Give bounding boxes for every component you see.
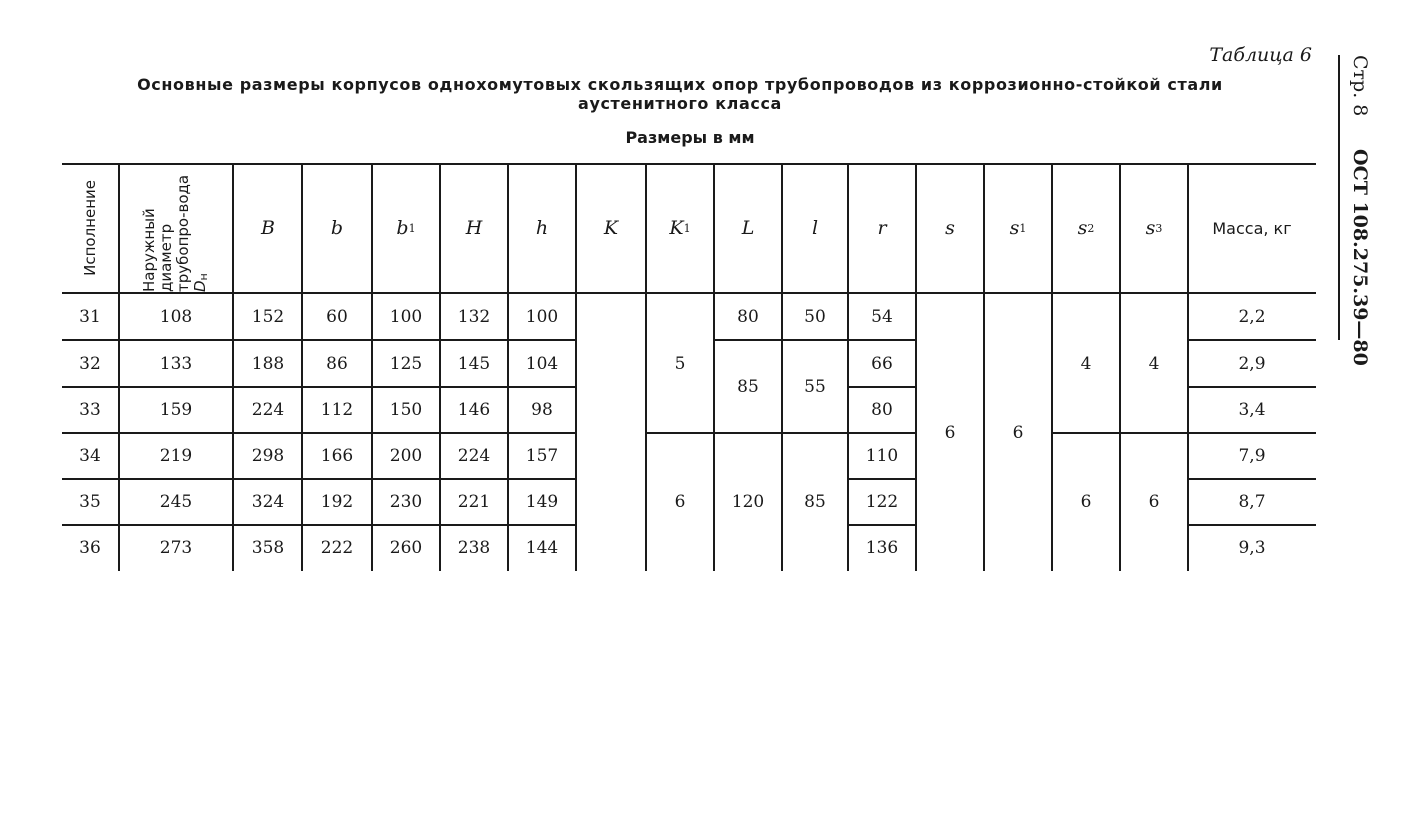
header-mass: Масса, кг xyxy=(1212,218,1292,238)
cell-variant: 34 xyxy=(79,446,101,466)
header-H: H xyxy=(465,217,483,239)
cell-L-merged-mid: 85 xyxy=(737,376,759,397)
cell-r: 110 xyxy=(865,446,899,466)
cell-H: 224 xyxy=(457,446,491,466)
header-s1 xyxy=(984,164,1052,292)
header-s1-sub: 1 xyxy=(1019,221,1027,235)
header-diameter-subscript: н xyxy=(196,273,210,281)
header-s3-sub: 3 xyxy=(1155,221,1163,235)
cell-mass: 2,2 xyxy=(1238,307,1266,327)
cell-H: 221 xyxy=(457,492,491,512)
standard-code: ОСТ 108.275.39—80 xyxy=(1349,149,1371,366)
table-title: Основные размеры корпусов однохомутовых скользящих опор трубопроводов из коррозионно-стойкой стали аустенитного класса xyxy=(137,75,1223,113)
cell-H: 238 xyxy=(457,538,491,558)
header-l: l xyxy=(811,217,819,239)
header-K: K xyxy=(603,217,619,239)
cell-H: 132 xyxy=(457,307,491,327)
header-s3 xyxy=(1120,164,1188,292)
cell-r: 54 xyxy=(871,307,893,327)
cell-diameter: 219 xyxy=(159,446,193,466)
header-b1-sub: 1 xyxy=(408,221,416,235)
header-diameter xyxy=(120,164,232,292)
cell-b1: 230 xyxy=(389,492,423,512)
cell-s3-merged-bottom: 6 xyxy=(1148,492,1160,512)
page-number: Стр. 8 xyxy=(1349,55,1371,117)
header-diameter-symbol: D xyxy=(190,280,209,292)
cell-mass: 3,4 xyxy=(1238,400,1266,420)
cell-B: 298 xyxy=(251,446,285,466)
cell-mass: 7,9 xyxy=(1238,446,1266,466)
cell-variant: 35 xyxy=(79,492,101,512)
header-s2-sub: 2 xyxy=(1087,221,1095,235)
cell-r: 80 xyxy=(871,400,893,420)
header-r: r xyxy=(877,217,887,239)
header-b: b xyxy=(330,217,344,239)
header-b1 xyxy=(372,164,440,292)
cell-K1-merged-bottom: 6 xyxy=(674,492,686,512)
cell-B: 188 xyxy=(251,353,285,374)
cell-l-merged-mid: 55 xyxy=(804,376,826,397)
cell-variant: 32 xyxy=(79,353,101,374)
cell-b: 192 xyxy=(320,492,354,512)
cell-b1: 200 xyxy=(389,446,423,466)
header-B: B xyxy=(261,217,275,239)
cell-b1: 150 xyxy=(389,400,423,420)
cell-r: 136 xyxy=(865,538,899,558)
cell-mass: 8,7 xyxy=(1238,492,1266,512)
cell-variant: 36 xyxy=(79,538,101,558)
cell-K1-merged-top: 5 xyxy=(674,353,686,374)
cell-h: 157 xyxy=(525,446,559,466)
header-K1-sub: 1 xyxy=(683,221,691,235)
cell-diameter: 159 xyxy=(159,400,193,420)
cell-b: 112 xyxy=(320,400,354,420)
cell-B: 358 xyxy=(251,538,285,558)
cell-l-merged-bottom: 85 xyxy=(804,492,826,512)
cell-h: 149 xyxy=(525,492,559,512)
cell-h: 144 xyxy=(525,538,559,558)
cell-variant: 33 xyxy=(79,400,101,420)
cell-s2-merged-top: 4 xyxy=(1080,353,1092,374)
cell-B: 324 xyxy=(251,492,285,512)
table-number: Таблица 6 xyxy=(1209,44,1312,66)
cell-s2-merged-bottom: 6 xyxy=(1080,492,1092,512)
cell-H: 146 xyxy=(457,400,491,420)
cell-s1-merged: 6 xyxy=(1012,422,1024,443)
header-s2-symbol: s xyxy=(1077,217,1088,239)
cell-diameter: 108 xyxy=(159,307,193,327)
header-diameter-text: Наружный диаметр трубопро-вода xyxy=(139,174,192,292)
header-K1 xyxy=(646,164,714,292)
cell-mass: 2,9 xyxy=(1238,353,1266,374)
header-variant xyxy=(62,164,118,292)
units-caption: Размеры в мм xyxy=(625,128,755,147)
header-s2 xyxy=(1052,164,1120,292)
cell-variant: 31 xyxy=(79,307,101,327)
cell-b: 222 xyxy=(320,538,354,558)
cell-b1: 125 xyxy=(389,353,423,374)
cell-h: 104 xyxy=(525,353,559,374)
cell-s3-merged-top: 4 xyxy=(1148,353,1160,374)
cell-diameter: 273 xyxy=(159,538,193,558)
cell-l-row1: 50 xyxy=(804,307,826,327)
header-h: h xyxy=(535,217,549,239)
cell-b: 86 xyxy=(326,353,348,374)
header-s: s xyxy=(945,217,955,239)
header-variant-label: Исполнение xyxy=(80,180,99,276)
cell-B: 224 xyxy=(251,400,285,420)
cell-H: 145 xyxy=(457,353,491,374)
header-K1-symbol: K xyxy=(669,217,684,239)
cell-diameter: 245 xyxy=(159,492,193,512)
cell-diameter: 133 xyxy=(159,353,193,374)
header-s3-symbol: s xyxy=(1145,217,1156,239)
cell-b: 60 xyxy=(326,307,348,327)
header-L: L xyxy=(741,217,755,239)
cell-mass: 9,3 xyxy=(1238,538,1266,558)
cell-s-merged: 6 xyxy=(944,422,956,443)
cell-b1: 100 xyxy=(389,307,423,327)
cell-L-row1: 80 xyxy=(737,307,759,327)
cell-B: 152 xyxy=(251,307,285,327)
cell-h: 98 xyxy=(531,400,553,420)
header-diameter-label xyxy=(141,164,212,292)
cell-h: 100 xyxy=(525,307,559,327)
cell-r: 122 xyxy=(865,492,899,512)
header-b1-symbol: b xyxy=(396,217,409,239)
cell-r: 66 xyxy=(871,353,893,374)
header-s1-symbol: s xyxy=(1009,217,1020,239)
cell-b1: 260 xyxy=(389,538,423,558)
cell-b: 166 xyxy=(320,446,354,466)
cell-L-merged-bottom: 120 xyxy=(731,492,765,512)
